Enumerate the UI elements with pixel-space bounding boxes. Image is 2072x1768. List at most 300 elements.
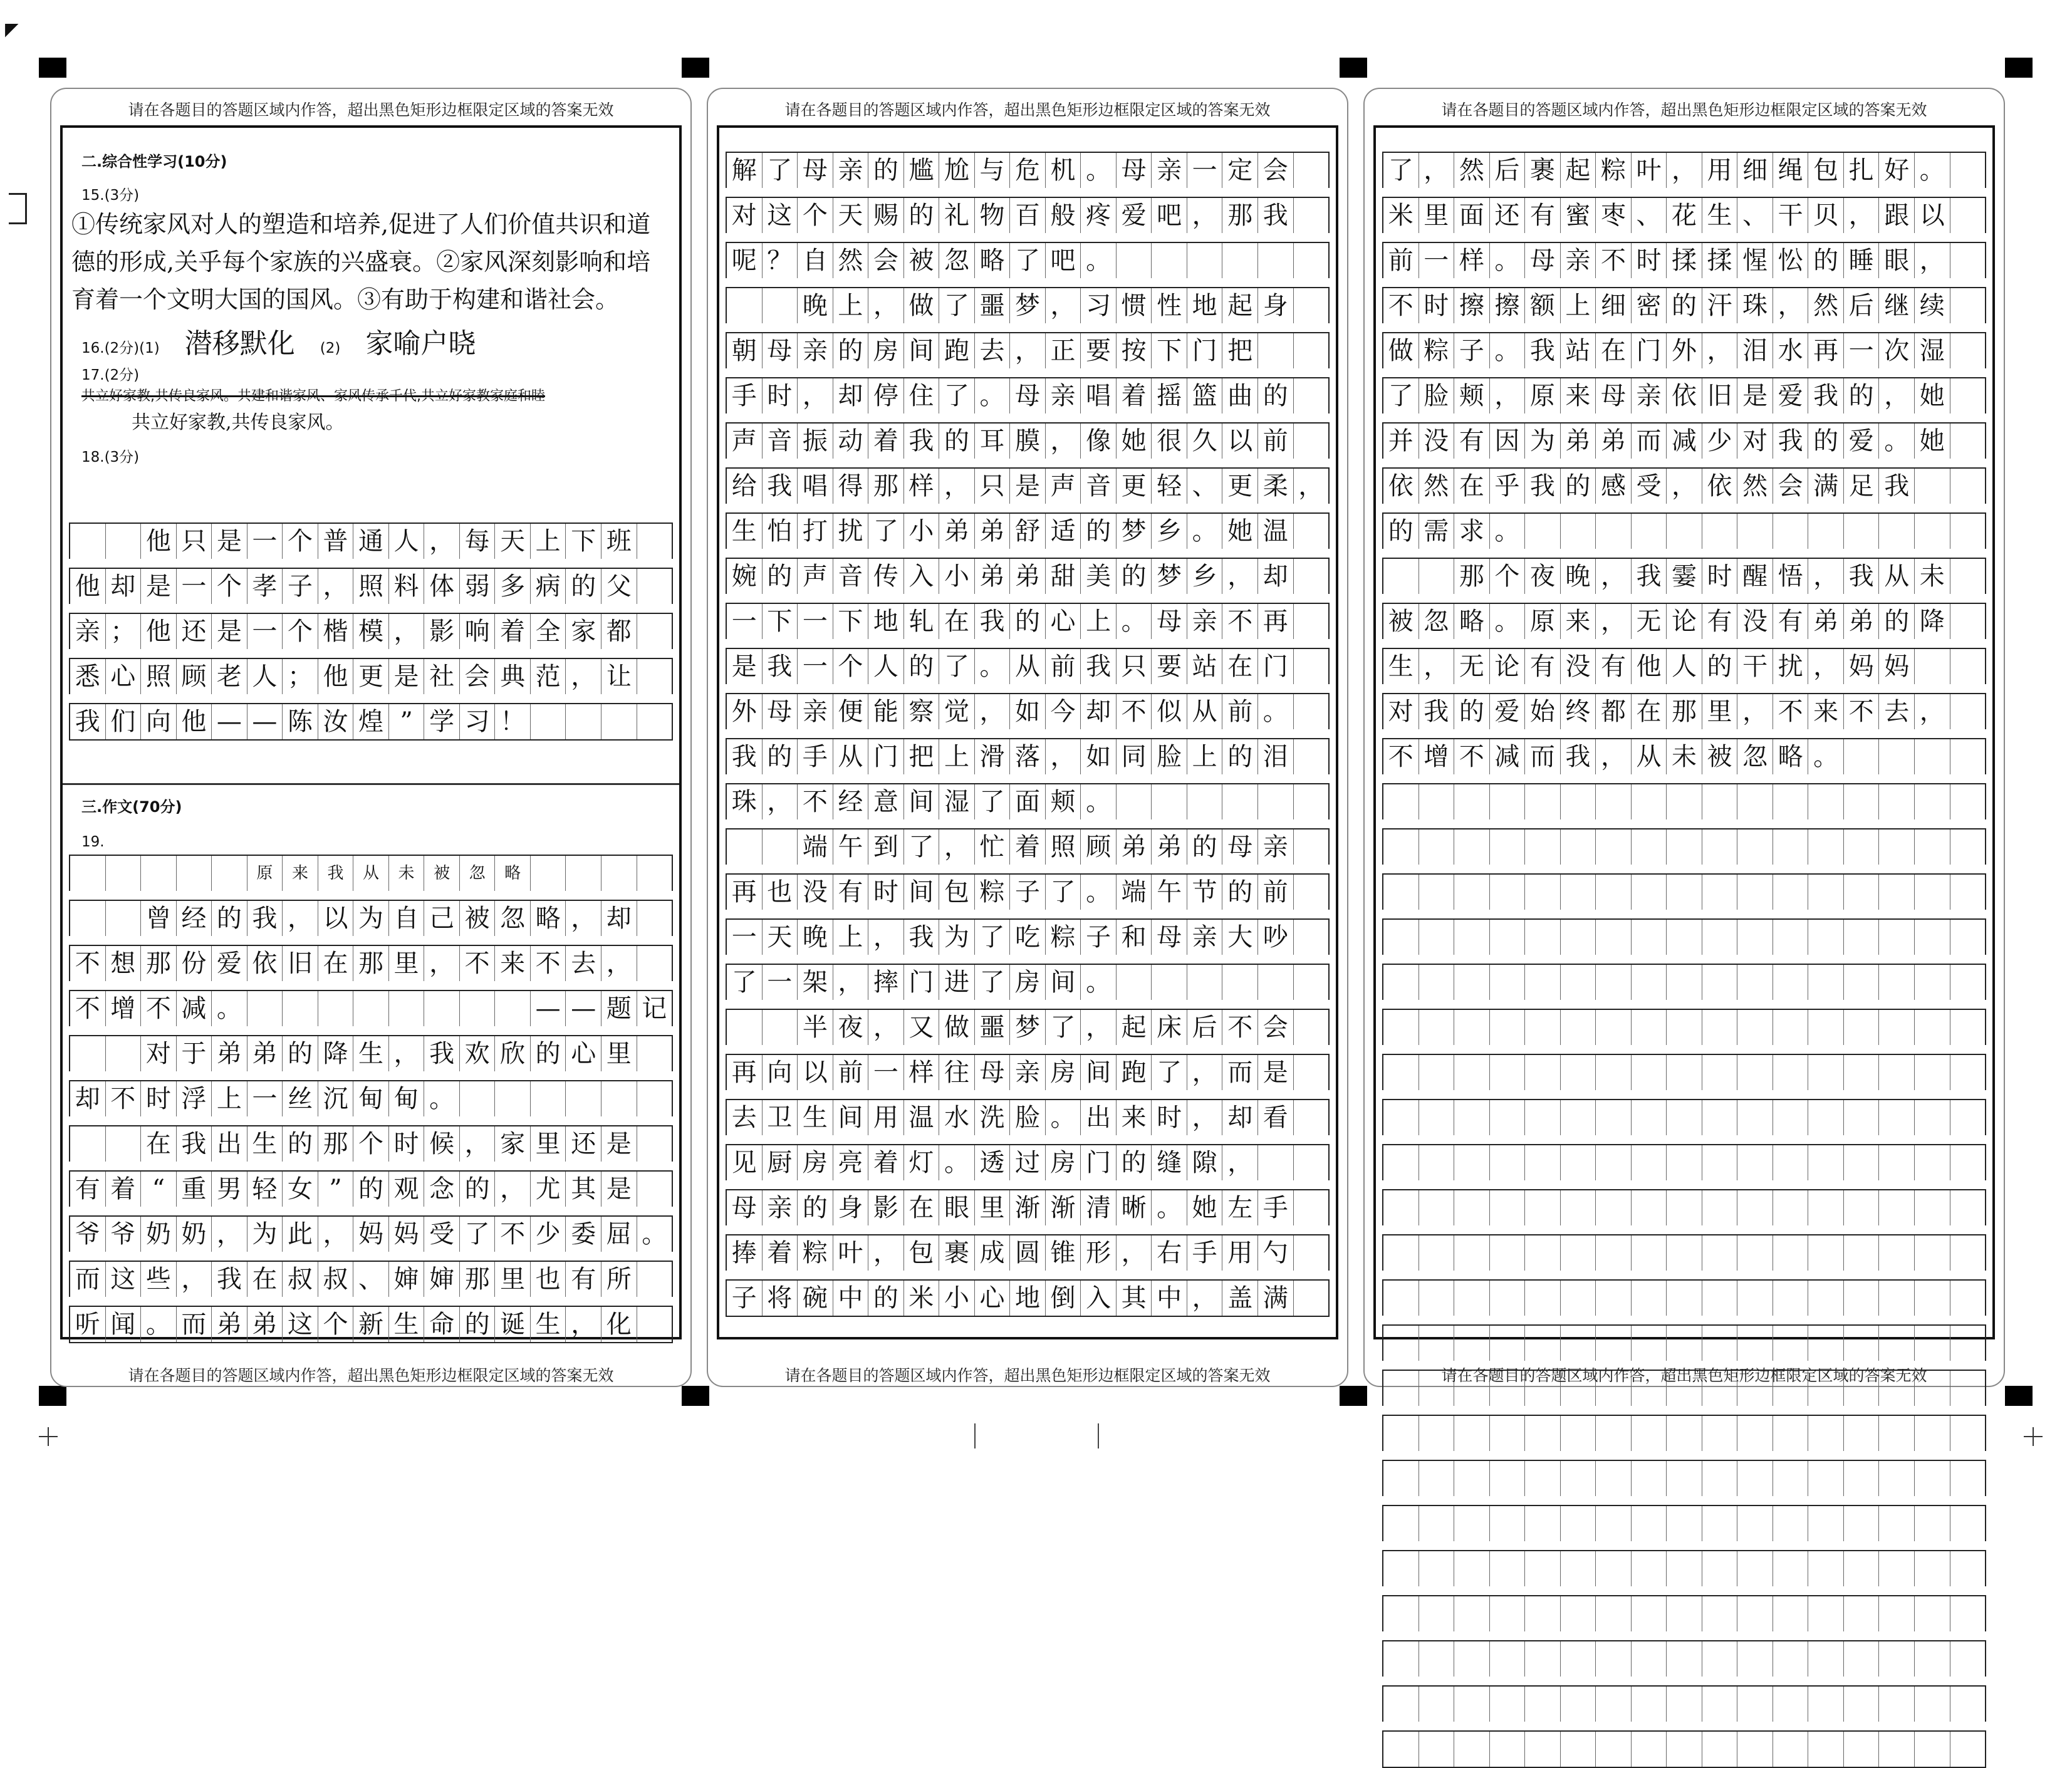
grid-row xyxy=(726,377,1330,413)
grid-cell: 让 xyxy=(601,659,637,694)
grid-cell: 去 xyxy=(975,333,1011,368)
grid-cell: 唱 xyxy=(798,469,833,504)
grid-cell: 见 xyxy=(727,1145,763,1180)
grid-cell xyxy=(1702,965,1738,1000)
grid-cell xyxy=(1294,1235,1329,1271)
grid-cell xyxy=(1454,875,1490,910)
grid-cell: 小 xyxy=(939,559,975,594)
grid-cell: 一 xyxy=(798,649,833,684)
grid-cell: 音 xyxy=(763,424,798,459)
grid-cell xyxy=(637,946,672,981)
grid-cell: 时 xyxy=(389,1126,425,1162)
grid-cell xyxy=(1294,198,1329,233)
grid-cell xyxy=(531,704,566,739)
grid-cell: 弟 xyxy=(1010,559,1046,594)
grid-cell xyxy=(1632,1416,1667,1451)
grid-cell xyxy=(1419,1416,1455,1451)
grid-cell: ， xyxy=(868,288,904,323)
grid-cell xyxy=(283,991,318,1026)
grid-cell: 妈 xyxy=(353,1217,389,1252)
grid-cell: 一 xyxy=(1844,333,1880,368)
grid-cell: 母 xyxy=(798,153,833,188)
grid-cell: 时 xyxy=(1419,288,1455,323)
grid-cell: ， xyxy=(763,784,798,819)
grid-cell: ， xyxy=(566,1307,601,1342)
grid-cell xyxy=(1383,1641,1419,1677)
grid-cell xyxy=(70,1126,106,1162)
grid-cell: 亲 xyxy=(1152,153,1187,188)
grid-cell xyxy=(106,1126,142,1162)
grid-cell xyxy=(1525,1190,1561,1225)
grid-cell: 物 xyxy=(975,198,1011,233)
grid-cell: 时 xyxy=(763,378,798,413)
grid-cell: 有 xyxy=(1454,424,1490,459)
grid-cell: 的 xyxy=(939,424,975,459)
grid-cell: 人 xyxy=(247,659,283,694)
grid-cell xyxy=(1950,1641,1986,1677)
grid-cell: 弟 xyxy=(212,1036,247,1071)
grid-cell: 用 xyxy=(1702,153,1738,188)
grid-cell xyxy=(1773,829,1809,865)
grid-row xyxy=(1382,1324,1986,1361)
grid-cell xyxy=(1596,1326,1632,1361)
grid-cell: 社 xyxy=(424,659,460,694)
grid-cell: 。 xyxy=(1808,739,1844,774)
grid-cell xyxy=(1879,1010,1915,1045)
grid-cell xyxy=(1632,875,1667,910)
grid-cell: 。 xyxy=(1081,875,1117,910)
grid-cell: 而 xyxy=(1632,424,1667,459)
grid-cell: 房 xyxy=(798,1145,833,1180)
grid-cell: 后 xyxy=(1844,288,1880,323)
grid-cell: 每 xyxy=(460,524,496,559)
grid-cell xyxy=(1383,1145,1419,1180)
grid-row xyxy=(726,693,1330,729)
grid-cell: 悉 xyxy=(70,659,106,694)
grid-cell xyxy=(1419,1596,1455,1631)
grid-row xyxy=(1382,873,1986,910)
grid-cell: 身 xyxy=(1258,288,1294,323)
grid-cell: 房 xyxy=(1046,1145,1081,1180)
grid-cell: 了 xyxy=(975,965,1011,1000)
grid-cell xyxy=(1632,1055,1667,1090)
grid-cell xyxy=(1294,694,1329,729)
grid-cell: 我 xyxy=(763,469,798,504)
grid-cell: 范 xyxy=(531,659,566,694)
grid-cell: 天 xyxy=(833,198,869,233)
grid-row xyxy=(1382,1054,1986,1090)
grid-cell xyxy=(1879,1641,1915,1677)
grid-cell: 从 xyxy=(1632,739,1667,774)
grid-cell: 却 xyxy=(106,569,142,604)
grid-cell: 被 xyxy=(1383,604,1419,639)
grid-cell: ， xyxy=(1915,694,1950,729)
grid-cell: ， xyxy=(566,659,601,694)
grid-cell: 却 xyxy=(1258,559,1294,594)
grid-cell: 一 xyxy=(868,1055,904,1090)
grid-cell: 他 xyxy=(70,569,106,604)
grid-cell: 的 xyxy=(212,901,247,936)
grid-cell xyxy=(1950,739,1986,774)
grid-row xyxy=(69,945,673,981)
grid-row xyxy=(69,613,673,649)
grid-cell xyxy=(1490,1416,1526,1451)
grid-cell: 那 xyxy=(868,469,904,504)
grid-cell xyxy=(1561,965,1596,1000)
grid-cell: 、 xyxy=(1632,198,1667,233)
grid-cell: 不 xyxy=(531,946,566,981)
grid-cell xyxy=(1258,1145,1294,1180)
grid-cell xyxy=(1879,1281,1915,1316)
grid-cell: 形 xyxy=(1081,1235,1117,1271)
grid-cell xyxy=(1773,1055,1809,1090)
grid-cell: 捧 xyxy=(727,1235,763,1271)
grid-cell xyxy=(1702,920,1738,955)
answer-frame xyxy=(717,125,1338,1339)
grid-cell: 自 xyxy=(389,901,425,936)
grid-cell xyxy=(70,856,106,891)
grid-cell xyxy=(70,1036,106,1071)
grid-cell: 更 xyxy=(1222,469,1258,504)
grid-cell xyxy=(1950,469,1986,504)
grid-cell: 个 xyxy=(353,1126,389,1162)
grid-cell: ， xyxy=(424,946,460,981)
grid-cell: 子 xyxy=(1081,920,1117,955)
grid-cell xyxy=(1294,1010,1329,1045)
registration-mark xyxy=(2005,58,2033,78)
grid-cell xyxy=(1294,243,1329,278)
grid-cell xyxy=(1844,1461,1880,1496)
grid-cell: 一 xyxy=(763,965,798,1000)
grid-cell: ， xyxy=(868,920,904,955)
grid-cell xyxy=(1950,1596,1986,1631)
grid-cell: 叶 xyxy=(833,1235,869,1271)
grid-cell: 落 xyxy=(1010,739,1046,774)
grid-cell: 我 xyxy=(247,901,283,936)
grid-cell xyxy=(637,704,672,739)
grid-cell: 母 xyxy=(975,1055,1011,1090)
grid-cell: 门 xyxy=(1187,333,1223,368)
grid-cell xyxy=(1419,1190,1455,1225)
grid-cell xyxy=(1632,965,1667,1000)
grid-cell: 不 xyxy=(1222,1010,1258,1045)
grid-cell xyxy=(1490,965,1526,1000)
grid-row xyxy=(1382,828,1986,865)
grid-cell xyxy=(1419,829,1455,865)
grid-cell: 脸 xyxy=(1419,378,1455,413)
grid-cell: ， xyxy=(1010,333,1046,368)
grid-cell: 尬 xyxy=(939,153,975,188)
grid-cell: ， xyxy=(1596,739,1632,774)
grid-cell: 是 xyxy=(1258,1055,1294,1090)
grid-cell: ？ xyxy=(763,243,798,278)
grid-row xyxy=(69,1170,673,1207)
grid-cell: 我 xyxy=(904,424,940,459)
grid-cell xyxy=(1737,1732,1773,1767)
grid-row xyxy=(1382,422,1986,459)
grid-cell: 所 xyxy=(601,1262,637,1297)
grid-cell xyxy=(1950,1687,1986,1722)
grid-cell: 的 xyxy=(904,649,940,684)
grid-cell: 左 xyxy=(1222,1190,1258,1225)
grid-cell xyxy=(1879,965,1915,1000)
grid-cell: ， xyxy=(495,1172,531,1207)
grid-cell: 吵 xyxy=(1258,920,1294,955)
grid-cell: 题 xyxy=(601,991,637,1026)
grid-cell: 亲 xyxy=(798,694,833,729)
grid-cell: 扎 xyxy=(1844,153,1880,188)
grid-cell xyxy=(1561,1416,1596,1451)
grid-cell xyxy=(1667,784,1702,819)
grid-cell: 了 xyxy=(1383,153,1419,188)
grid-cell: ， xyxy=(1117,1235,1152,1271)
grid-cell xyxy=(1667,1281,1702,1316)
grid-cell xyxy=(1950,198,1986,233)
grid-cell: 柔 xyxy=(1258,469,1294,504)
grid-cell: 和 xyxy=(1117,920,1152,955)
grid-cell xyxy=(1419,1235,1455,1271)
grid-cell xyxy=(1773,875,1809,910)
grid-cell xyxy=(531,856,566,891)
grid-cell: 她 xyxy=(1915,424,1950,459)
grid-cell xyxy=(1383,1235,1419,1271)
grid-cell: 篮 xyxy=(1187,378,1223,413)
grid-cell xyxy=(1187,784,1223,819)
grid-cell: 滑 xyxy=(975,739,1011,774)
grid-row xyxy=(1382,1550,1986,1586)
grid-cell xyxy=(1561,1281,1596,1316)
grid-cell: ， xyxy=(939,829,975,865)
grid-cell: 无 xyxy=(1632,604,1667,639)
grid-cell: 是 xyxy=(141,569,177,604)
grid-cell: 站 xyxy=(1187,649,1223,684)
grid-cell: 地 xyxy=(1010,1281,1046,1316)
grid-cell xyxy=(460,991,496,1026)
grid-cell xyxy=(141,856,177,891)
grid-cell xyxy=(1419,920,1455,955)
grid-cell: 母 xyxy=(727,1190,763,1225)
grid-cell: 时 xyxy=(1632,243,1667,278)
grid-cell: 。 xyxy=(1879,424,1915,459)
grid-cell: 在 xyxy=(1222,649,1258,684)
grid-cell xyxy=(1454,1416,1490,1451)
grid-cell xyxy=(1561,1641,1596,1677)
grid-cell: 被 xyxy=(1702,739,1738,774)
grid-cell xyxy=(1879,1326,1915,1361)
grid-cell xyxy=(1454,1732,1490,1767)
grid-row xyxy=(1382,1730,1986,1768)
grid-cell xyxy=(1596,1190,1632,1225)
grid-cell: 了 xyxy=(1046,875,1081,910)
grid-cell: 有 xyxy=(1596,649,1632,684)
grid-cell xyxy=(1294,514,1329,549)
grid-cell: 耳 xyxy=(975,424,1011,459)
grid-cell xyxy=(1454,965,1490,1000)
grid-cell: 不 xyxy=(1454,739,1490,774)
grid-cell: 我 xyxy=(1525,333,1561,368)
grid-cell xyxy=(1915,1326,1950,1361)
grid-cell: 妈 xyxy=(389,1217,425,1252)
grid-cell xyxy=(1915,514,1950,549)
grid-cell: 午 xyxy=(833,829,869,865)
grid-cell: 经 xyxy=(177,901,212,936)
grid-row xyxy=(1382,1009,1986,1045)
grid-cell: 久 xyxy=(1187,424,1223,459)
grid-cell: 影 xyxy=(868,1190,904,1225)
grid-cell: 晰 xyxy=(1117,1190,1152,1225)
grid-cell: 起 xyxy=(1222,288,1258,323)
grid-cell: 料 xyxy=(389,569,425,604)
side-bracket xyxy=(9,193,27,224)
grid-cell xyxy=(1525,784,1561,819)
grid-cell: 一 xyxy=(247,1081,283,1116)
grid-cell: 弟 xyxy=(939,514,975,549)
grid-cell: 得 xyxy=(833,469,869,504)
grid-cell: 爷 xyxy=(106,1217,142,1252)
grid-cell: 影 xyxy=(424,614,460,649)
grid-cell xyxy=(1454,1461,1490,1496)
grid-cell: 一 xyxy=(1187,153,1223,188)
grid-cell xyxy=(1294,920,1329,955)
grid-cell xyxy=(1632,1145,1667,1180)
grid-cell: 的 xyxy=(531,1036,566,1071)
grid-cell xyxy=(1222,243,1258,278)
grid-cell: ， xyxy=(1667,469,1702,504)
grid-cell xyxy=(637,1126,672,1162)
grid-cell: 楷 xyxy=(318,614,354,649)
grid-cell: 梦 xyxy=(1010,288,1046,323)
grid-cell: 觉 xyxy=(939,694,975,729)
q16-row xyxy=(81,321,679,361)
grid-cell: 他 xyxy=(141,614,177,649)
grid-cell: ！ xyxy=(495,704,531,739)
grid-cell: 从 xyxy=(1187,694,1223,729)
grid-cell: 不 xyxy=(1773,694,1809,729)
grid-cell xyxy=(1773,1235,1809,1271)
grid-row xyxy=(1382,1640,1986,1677)
grid-cell: 如 xyxy=(1081,739,1117,774)
grid-cell: 。 xyxy=(1490,243,1526,278)
grid-cell: 因 xyxy=(1490,424,1526,459)
grid-cell: 上 xyxy=(1561,288,1596,323)
grid-cell: ， xyxy=(1046,288,1081,323)
grid-cell xyxy=(1915,1235,1950,1271)
grid-cell xyxy=(1702,1055,1738,1090)
grid-cell xyxy=(1561,1326,1596,1361)
grid-cell xyxy=(1419,1010,1455,1045)
grid-cell xyxy=(1844,739,1880,774)
grid-cell xyxy=(1561,1190,1596,1225)
grid-cell xyxy=(1844,1641,1880,1677)
grid-cell: 重 xyxy=(177,1172,212,1207)
grid-cell xyxy=(1702,1641,1738,1677)
grid-cell: 没 xyxy=(1561,649,1596,684)
grid-cell xyxy=(1915,784,1950,819)
grid-cell: 忙 xyxy=(975,829,1011,865)
grid-cell: 曾 xyxy=(141,901,177,936)
q16-label-2: (2) xyxy=(320,340,341,356)
grid-cell: 对 xyxy=(727,198,763,233)
grid-cell xyxy=(1844,1687,1880,1722)
grid-cell xyxy=(1632,829,1667,865)
grid-cell xyxy=(637,1081,672,1116)
grid-cell: 乡 xyxy=(1187,559,1223,594)
grid-cell: 想 xyxy=(106,946,142,981)
grid-cell: 很 xyxy=(1152,424,1187,459)
grid-cell: 了 xyxy=(868,514,904,549)
grid-cell xyxy=(1490,1055,1526,1090)
grid-cell: 个 xyxy=(798,198,833,233)
grid-cell: 父 xyxy=(601,569,637,604)
grid-cell: 经 xyxy=(833,784,869,819)
grid-cell: 亲 xyxy=(1258,829,1294,865)
grid-cell xyxy=(1702,1281,1738,1316)
grid-cell: 那 xyxy=(1667,694,1702,729)
grid-cell xyxy=(1808,1416,1844,1451)
grid-cell xyxy=(1294,153,1329,188)
grid-cell: 婶 xyxy=(424,1262,460,1297)
grid-cell xyxy=(177,856,212,891)
grid-cell: 次 xyxy=(1879,333,1915,368)
grid-row xyxy=(1382,964,1986,1000)
grid-cell: 以 xyxy=(1222,424,1258,459)
grid-cell: 又 xyxy=(904,1010,940,1045)
grid-cell: 泪 xyxy=(1258,739,1294,774)
grid-cell: 渐 xyxy=(1046,1190,1081,1225)
grid-cell: 了 xyxy=(975,920,1011,955)
grid-cell xyxy=(1737,829,1773,865)
grid-cell: 一 xyxy=(247,614,283,649)
grid-cell xyxy=(1454,829,1490,865)
grid-cell xyxy=(1773,1190,1809,1225)
grid-cell: 一 xyxy=(727,920,763,955)
grid-cell: 扰 xyxy=(1773,649,1809,684)
grid-cell: 并 xyxy=(1383,424,1419,459)
grid-cell xyxy=(1808,1010,1844,1045)
grid-cell: 弟 xyxy=(1117,829,1152,865)
grid-cell: 亲 xyxy=(1010,1055,1046,1090)
grid-cell: 门 xyxy=(1632,333,1667,368)
grid-cell xyxy=(1525,1596,1561,1631)
grid-cell: 略 xyxy=(531,901,566,936)
grid-cell xyxy=(1879,1506,1915,1541)
grid-cell: 霎 xyxy=(1667,559,1702,594)
grid-cell: 以 xyxy=(318,901,354,936)
grid-cell xyxy=(637,1262,672,1297)
grid-row xyxy=(726,1144,1330,1180)
grid-cell xyxy=(1879,1596,1915,1631)
grid-cell xyxy=(1879,1145,1915,1180)
grid-cell: 的 xyxy=(1383,514,1419,549)
grid-cell: 。 xyxy=(1490,333,1526,368)
grid-cell: 的 xyxy=(1808,424,1844,459)
grid-cell: 在 xyxy=(1454,469,1490,504)
grid-cell: 弟 xyxy=(1596,424,1632,459)
grid-cell: 传 xyxy=(868,559,904,594)
grid-cell xyxy=(1808,1732,1844,1767)
grid-cell: 地 xyxy=(1187,288,1223,323)
grid-cell xyxy=(1294,965,1329,1000)
grid-cell xyxy=(1808,829,1844,865)
grid-cell: 里 xyxy=(601,1036,637,1071)
grid-cell: 的 xyxy=(1258,378,1294,413)
grid-cell: 地 xyxy=(868,604,904,639)
grid-cell xyxy=(1525,1235,1561,1271)
grid-cell: 略 xyxy=(1454,604,1490,639)
grid-cell: 。 xyxy=(939,1145,975,1180)
grid-cell: 听 xyxy=(70,1307,106,1342)
grid-cell xyxy=(1773,1281,1809,1316)
